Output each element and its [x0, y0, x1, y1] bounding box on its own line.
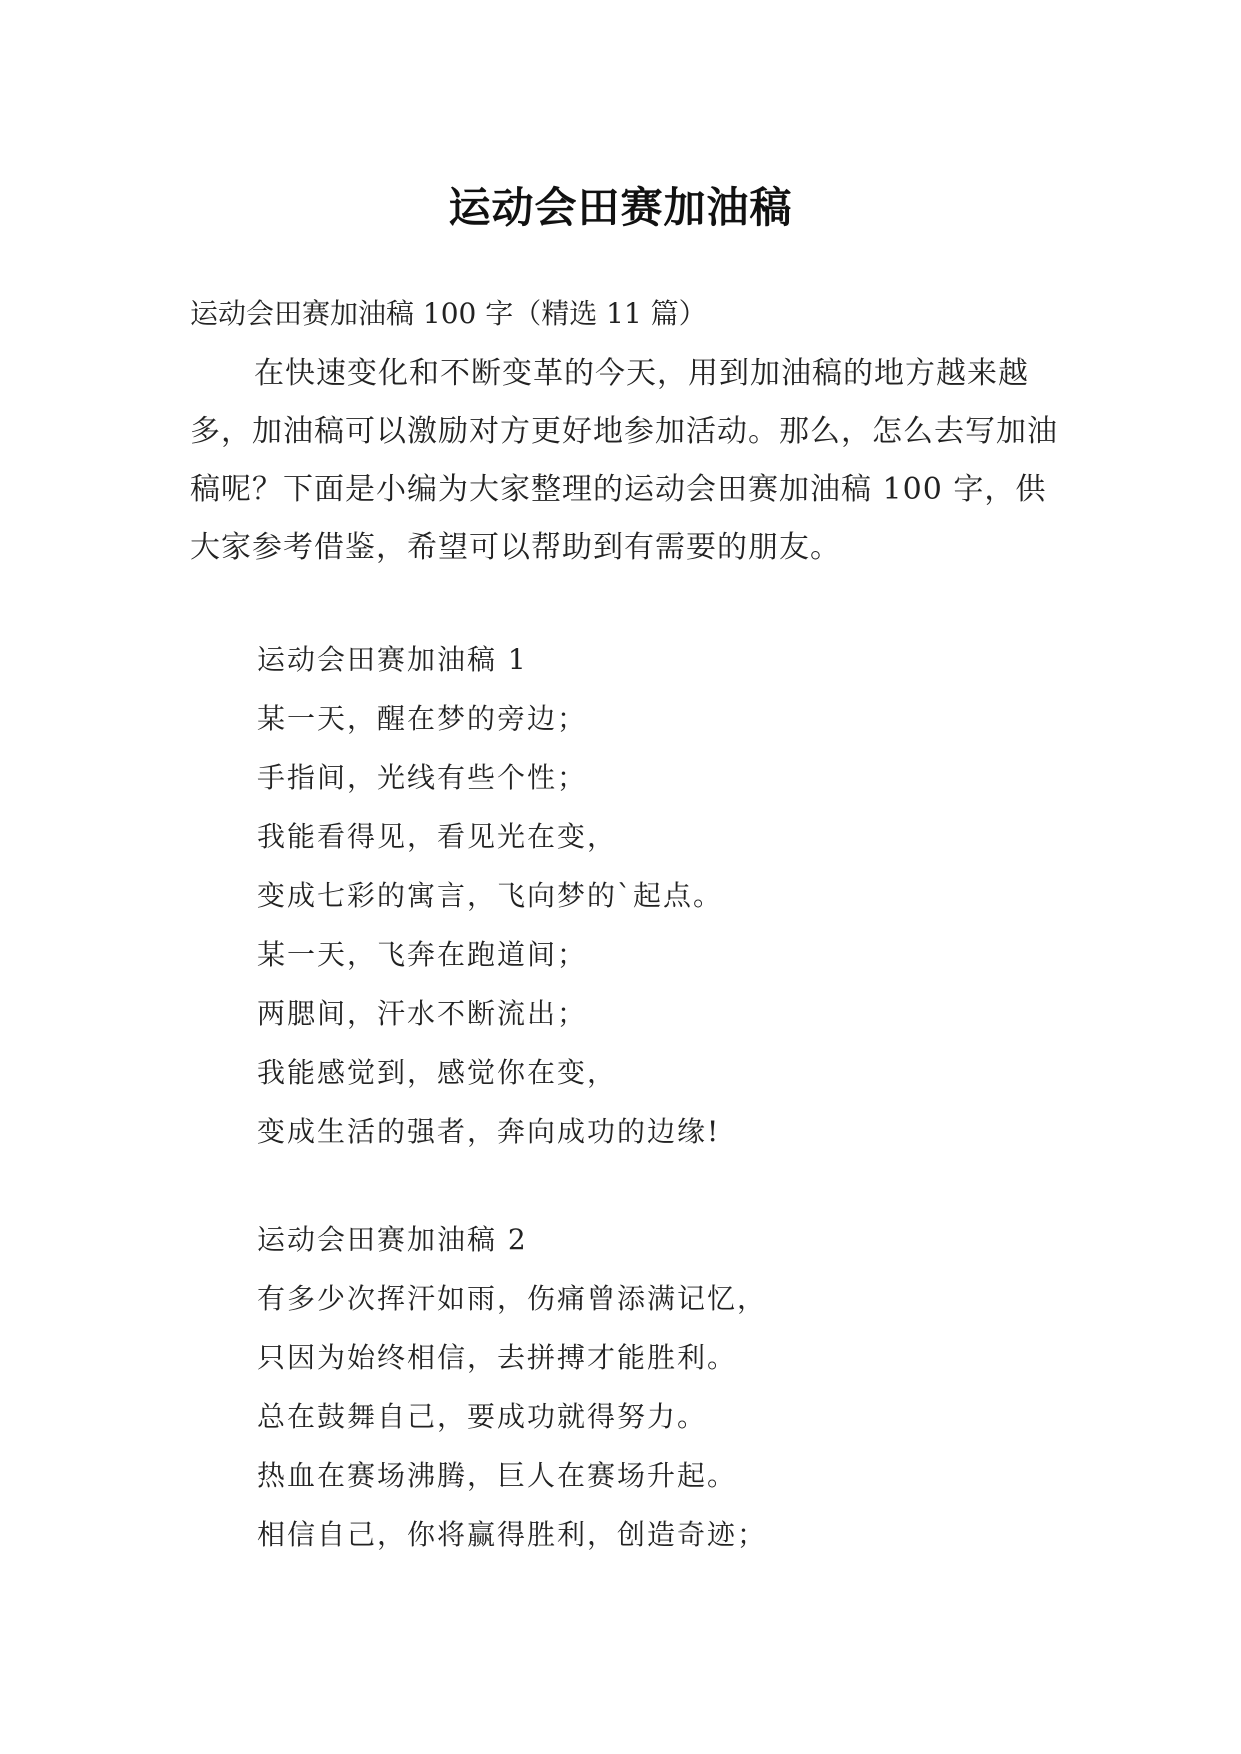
poem-line: 热血在赛场沸腾，巨人在赛场升起。 — [257, 1459, 738, 1492]
poem-line: 某一天，飞奔在跑道间； — [257, 938, 588, 971]
document-subtitle: 运动会田赛加油稿 100 字（精选 11 篇） — [190, 297, 707, 330]
poem-line: 相信自己，你将赢得胜利，创造奇迹； — [257, 1518, 768, 1551]
poem-line: 有多少次挥汗如雨，伤痛曾添满记忆， — [257, 1282, 768, 1315]
document-title: 运动会田赛加油稿 — [448, 183, 793, 233]
poem-heading: 运动会田赛加油稿 2 — [257, 1223, 528, 1256]
poem-line: 某一天，醒在梦的旁边； — [257, 702, 588, 735]
poem-line: 手指间，光线有些个性； — [257, 761, 588, 794]
poem-section-2 — [257, 1220, 767, 1574]
poem-line: 总在鼓舞自己，要成功就得努力。 — [257, 1400, 708, 1433]
poem-line: 我能看得见，看见光在变， — [257, 820, 618, 853]
poem-line: 变成生活的强者，奔向成功的边缘! — [257, 1115, 721, 1148]
poem-line: 我能感觉到，感觉你在变， — [257, 1056, 618, 1089]
poem-heading: 运动会田赛加油稿 1 — [257, 643, 528, 676]
intro-paragraph: 在快速变化和不断变革的今天，用到加油稿的地方越来越多，加油稿可以激励对方更好地参加活动。那么，怎么去写加油稿呢？下面是小编为大家整理的运动会田赛加油稿 100 字，供大家参考借鉴，希望可以帮助到有需要的朋友。 — [190, 356, 1058, 565]
poem-line: 变成七彩的寓言，飞向梦的`起点。 — [257, 879, 724, 912]
intro-paragraph-block — [190, 345, 1070, 577]
poem-section-1 — [257, 640, 723, 1171]
poem-line: 两腮间，汗水不断流出； — [257, 997, 588, 1030]
poem-line: 只因为始终相信，去拼搏才能胜利。 — [257, 1341, 738, 1374]
